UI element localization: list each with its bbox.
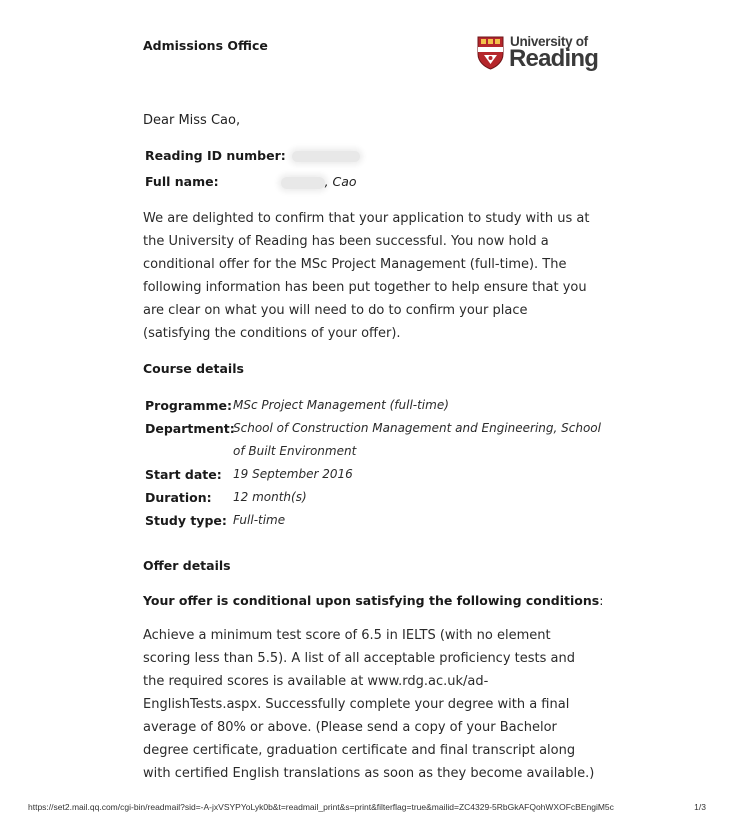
footer-url: https://set2.mail.qq.com/cgi-bin/readmail?sid=-A-jxVSYPYoLyk0b&t=readmail_print&s=print&filterflag=true&mailid=ZC4329-5RbGkAFQohWXOFcBEngiM5c	[28, 802, 614, 812]
course-label: Duration:	[145, 490, 212, 505]
offer-details-heading: Offer details	[143, 558, 231, 573]
course-details-heading: Course details	[143, 361, 244, 376]
conditions-heading	[143, 593, 603, 608]
conditions-heading-text: Your offer is conditional upon satisfying the following conditions	[143, 593, 600, 608]
course-row-duration	[145, 486, 605, 509]
course-value: 12 month(s)	[233, 490, 307, 504]
course-label: Department:	[145, 421, 235, 436]
admissions-office-label: Admissions Office	[143, 38, 268, 53]
conditions-paragraph: Achieve a minimum test score of 6.5 in IELTS (with no element scoring less than 5.5). A list of all acceptable proficiency tests and the required scores is available at www.rdg.ac.uk/ad-EnglishTests.aspx. Successfully complete your degree with a final average of 80% or above. (Please send a copy of your Bachelor degree certificate, graduation certificate and final transcript along with certified English translations as soon as they become available.)	[143, 628, 595, 781]
full-name-value: , Cao	[324, 174, 357, 189]
course-label: Start date:	[145, 467, 222, 482]
reading-id-label: Reading ID number:	[145, 148, 286, 163]
course-value: Full-time	[233, 513, 286, 527]
redacted-id	[292, 151, 360, 162]
full-name-label: Full name:	[145, 174, 219, 189]
logo-text-line2: Reading	[509, 45, 599, 72]
salutation: Dear Miss Cao,	[143, 113, 241, 128]
redacted-name	[281, 177, 325, 189]
course-value: MSc Project Management (full-time)	[233, 398, 449, 412]
conditions-heading-colon: :	[599, 593, 604, 608]
full-name-row	[145, 174, 357, 189]
course-value: 19 September 2016	[233, 467, 353, 481]
course-row-start-date	[145, 463, 605, 486]
course-row-study-type	[145, 509, 605, 532]
course-label: Study type:	[145, 513, 227, 528]
course-row-programme	[145, 394, 605, 417]
logo-text-line1: University of	[510, 34, 588, 49]
print-footer	[28, 802, 718, 812]
footer-page-number: 1/3	[694, 802, 706, 812]
course-details-table	[145, 394, 605, 532]
course-label: Programme:	[145, 398, 232, 413]
course-value: School of Construction Management and Engineering, School of Built Environment	[233, 421, 601, 458]
reading-id-row	[145, 148, 360, 163]
university-logo	[477, 34, 597, 76]
crest-icon	[477, 36, 504, 70]
intro-paragraph: We are delighted to confirm that your application to study with us at the University of Reading has been successful. You now hold a conditional offer for the MSc Project Management (full-time). The following information has been put together to help ensure that you are clear on what you will need to do to confirm your place (satisfying the conditions of your offer).	[143, 211, 590, 341]
course-row-department	[145, 417, 605, 463]
